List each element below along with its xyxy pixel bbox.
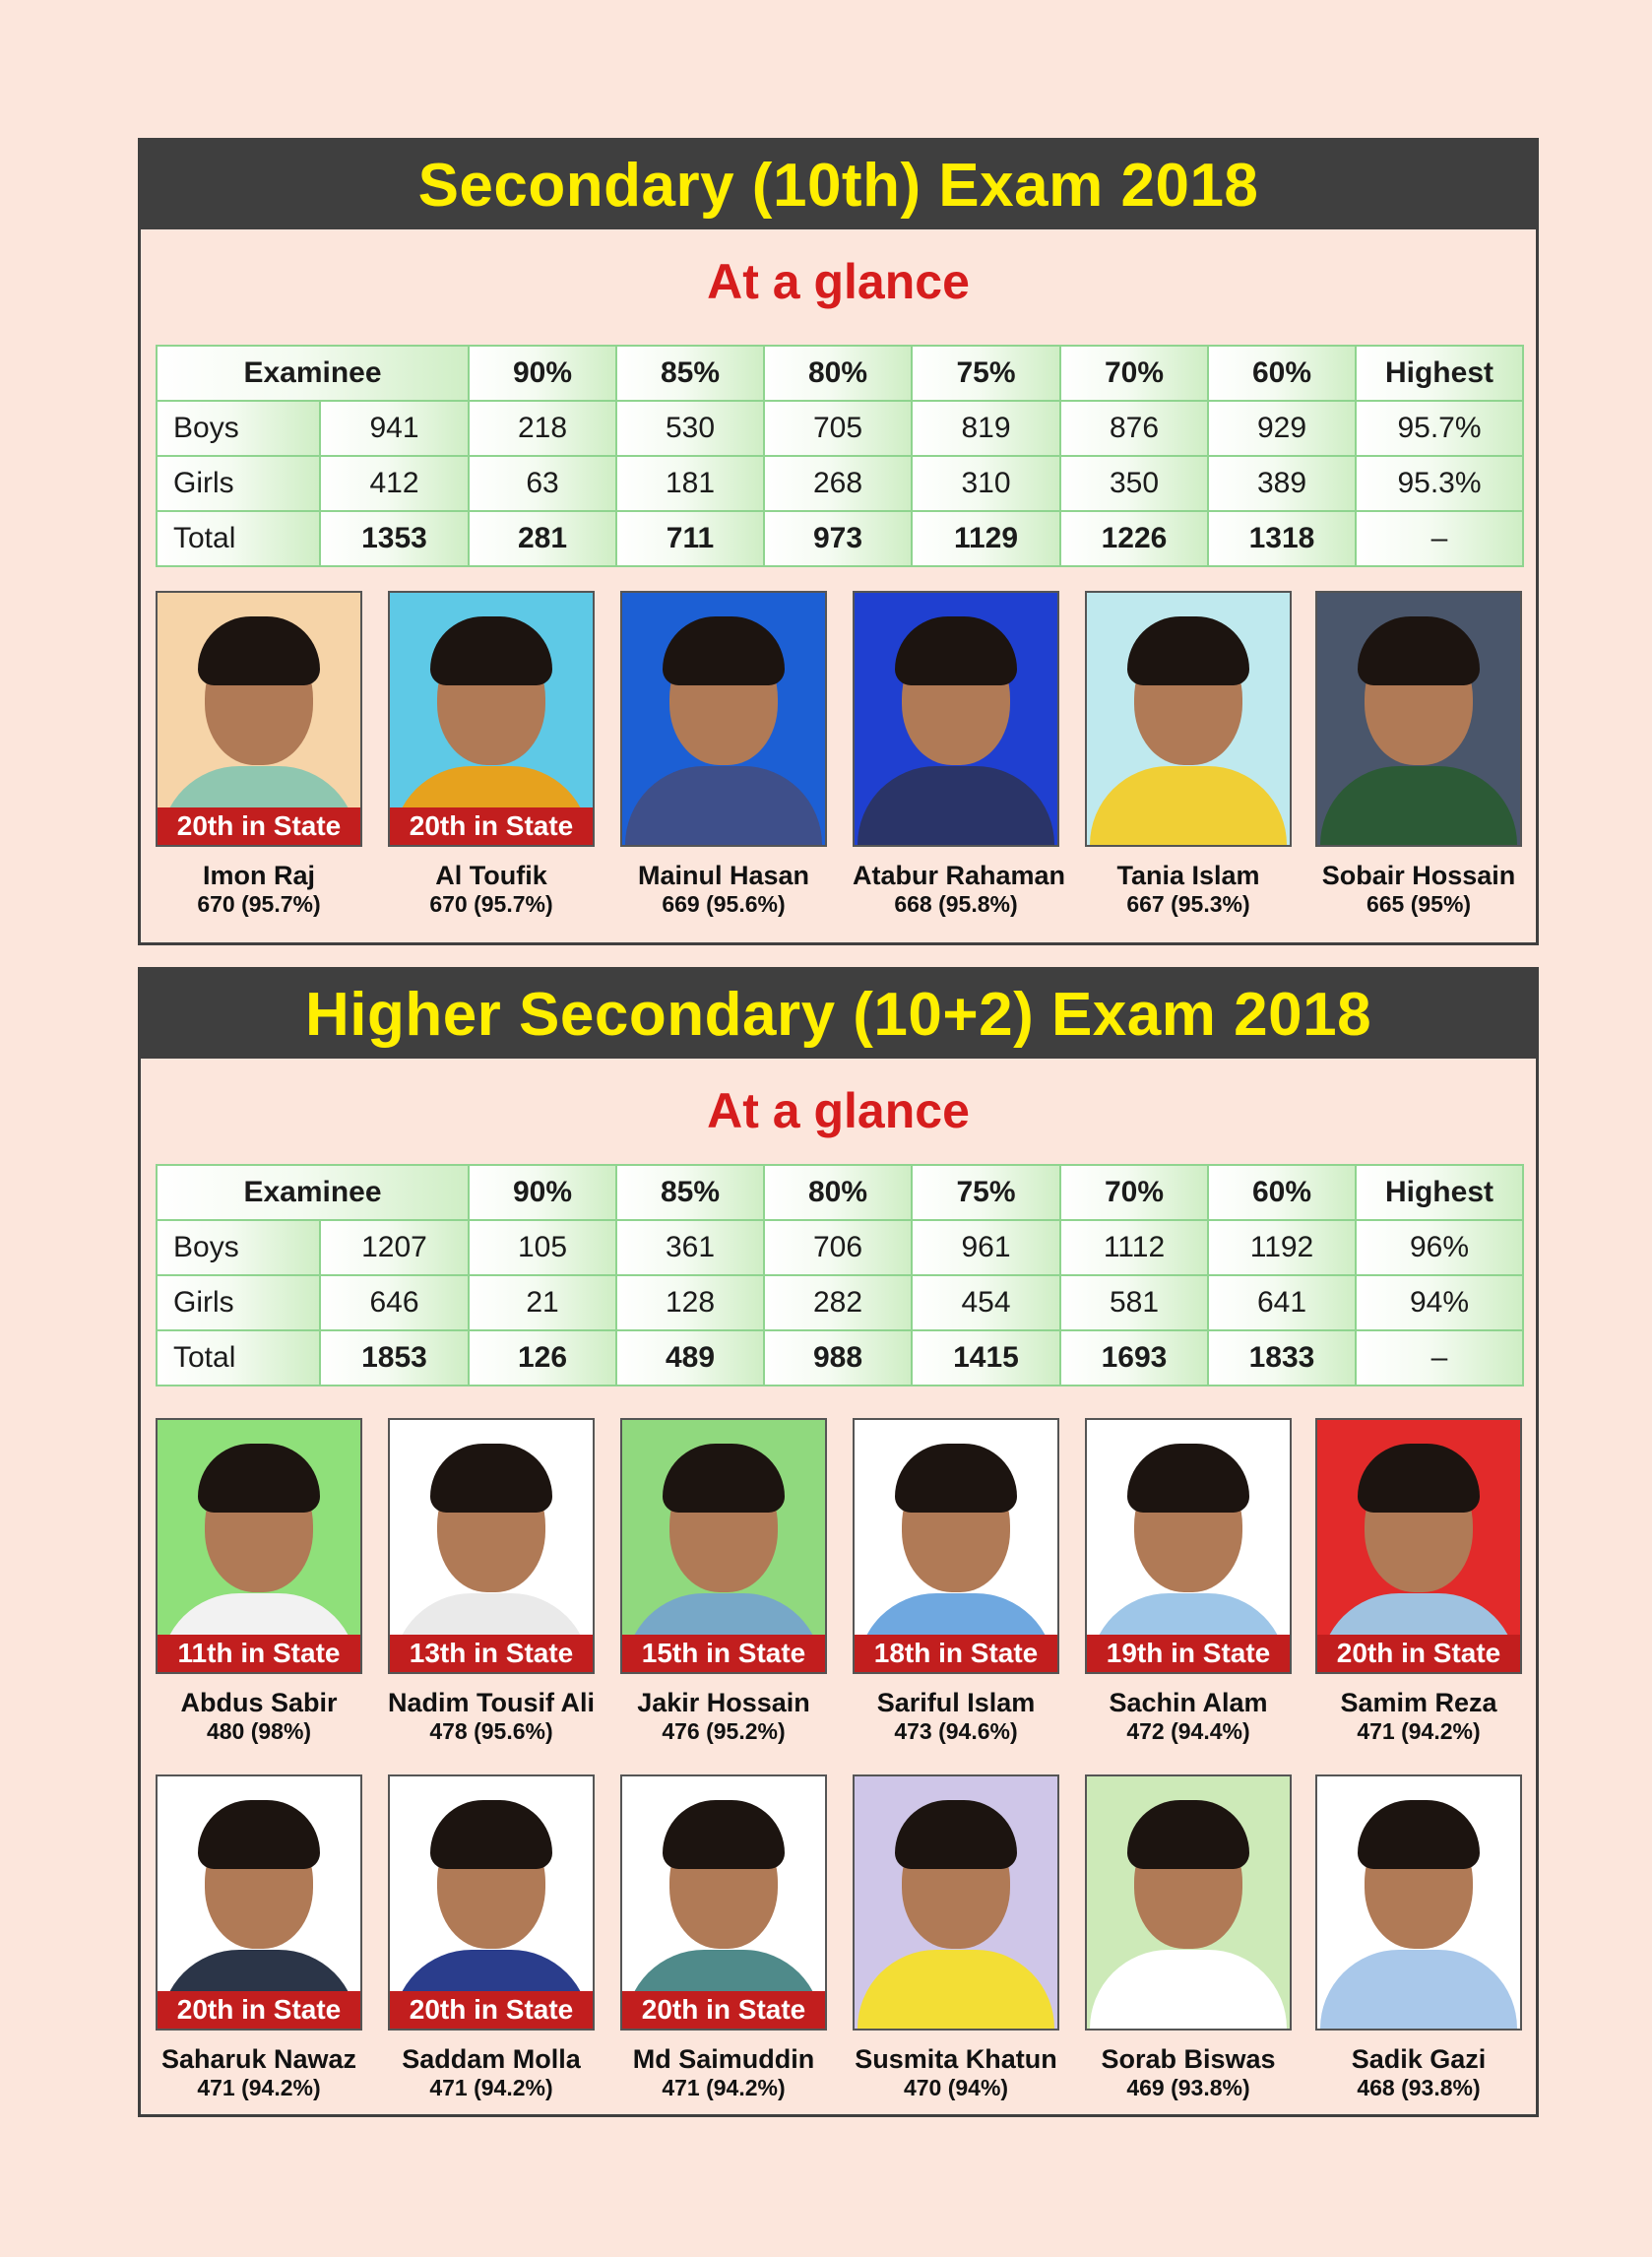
student-score: 470 (94%) (903, 2075, 1009, 2100)
student-score: 668 (95.8%) (894, 891, 1018, 917)
student-card (1085, 591, 1292, 918)
table-row-total (157, 511, 1523, 566)
header-80: 80% (764, 1165, 912, 1220)
student-name: Sachin Alam (1109, 1688, 1268, 1717)
header-90: 90% (469, 346, 616, 401)
rank-badge: 15th in State (622, 1635, 825, 1672)
table-cell: 361 (616, 1220, 764, 1275)
table-cell: 530 (616, 401, 764, 456)
row-label: Total (157, 511, 320, 566)
rank-badge: 20th in State (158, 807, 360, 845)
student-photo (620, 1774, 827, 2031)
student-photo (853, 591, 1059, 847)
rank-badge: 18th in State (855, 1635, 1057, 1672)
table-row-girls (157, 1275, 1523, 1330)
table-row-boys (157, 401, 1523, 456)
header-examinee: Examinee (157, 346, 469, 401)
student-photo (853, 1418, 1059, 1674)
table-cell: 94% (1356, 1275, 1523, 1330)
table-cell: 819 (912, 401, 1060, 456)
student-photo (853, 1774, 1059, 2031)
student-photo (156, 591, 362, 847)
student-photo (156, 1418, 362, 1674)
hair-shape (663, 1444, 785, 1513)
shoulders-shape (858, 766, 1054, 845)
header-75: 75% (912, 346, 1060, 401)
student-card (388, 591, 595, 918)
shoulders-shape (1320, 1950, 1517, 2029)
table-cell: 389 (1208, 456, 1356, 511)
table-cell: 282 (764, 1275, 912, 1330)
hair-shape (430, 1444, 552, 1513)
hair-shape (895, 1800, 1017, 1869)
shoulders-shape (1090, 1950, 1287, 2029)
student-card (1315, 1774, 1522, 2101)
hair-shape (1358, 1800, 1480, 1869)
header-70: 70% (1060, 346, 1208, 401)
table-cell: 876 (1060, 401, 1208, 456)
student-card (1315, 591, 1522, 918)
table-cell: 1129 (912, 511, 1060, 566)
secondary-title: Secondary (10th) Exam 2018 (141, 141, 1536, 229)
higher-secondary-glance-heading: At a glance (707, 1083, 970, 1138)
header-75: 75% (912, 1165, 1060, 1220)
header-examinee: Examinee (157, 1165, 469, 1220)
rank-badge: 20th in State (1317, 1635, 1520, 1672)
row-label: Boys (157, 401, 320, 456)
table-cell: 412 (320, 456, 469, 511)
table-cell: 1415 (912, 1330, 1060, 1386)
student-card (620, 591, 827, 918)
table-cell: 1853 (320, 1330, 469, 1386)
student-score: 472 (94.4%) (1126, 1718, 1250, 1744)
student-name: Sobair Hossain (1321, 861, 1516, 890)
student-name: Sadik Gazi (1351, 2044, 1487, 2074)
secondary-glance-heading: At a glance (707, 254, 970, 309)
table-row-boys (157, 1220, 1523, 1275)
secondary-exam-panel (138, 138, 1539, 945)
rank-badge: 20th in State (158, 1991, 360, 2029)
header-70: 70% (1060, 1165, 1208, 1220)
table-cell: 941 (320, 401, 469, 456)
row-label: Girls (157, 1275, 320, 1330)
table-cell: 350 (1060, 456, 1208, 511)
student-photo (156, 1774, 362, 2031)
student-score: 471 (94.2%) (662, 2075, 786, 2100)
student-name: Sorab Biswas (1101, 2044, 1276, 2074)
table-cell: 706 (764, 1220, 912, 1275)
table-header-row (157, 346, 1523, 401)
student-name: Susmita Khatun (855, 2044, 1057, 2074)
student-photo (1315, 591, 1522, 847)
table-cell: 489 (616, 1330, 764, 1386)
hair-shape (1358, 1444, 1480, 1513)
student-card (853, 1774, 1059, 2101)
rank-badge: 19th in State (1087, 1635, 1290, 1672)
student-score: 469 (93.8%) (1126, 2075, 1250, 2100)
header-90: 90% (469, 1165, 616, 1220)
hair-shape (198, 1800, 320, 1869)
table-cell: 711 (616, 511, 764, 566)
student-card (1085, 1774, 1292, 2101)
rank-badge: 11th in State (158, 1635, 360, 1672)
hair-shape (663, 1800, 785, 1869)
hair-shape (430, 616, 552, 685)
table-cell: 1318 (1208, 511, 1356, 566)
student-photo (1085, 1418, 1292, 1674)
shoulders-shape (1320, 766, 1517, 845)
student-name: Imon Raj (202, 861, 315, 890)
table-cell: 646 (320, 1275, 469, 1330)
student-photo (1315, 1418, 1522, 1674)
student-score: 670 (95.7%) (197, 891, 321, 917)
header-85: 85% (616, 1165, 764, 1220)
student-photo (620, 1418, 827, 1674)
hair-shape (1127, 616, 1249, 685)
higher-secondary-exam-panel (138, 967, 1539, 2117)
table-cell: 63 (469, 456, 616, 511)
student-score: 471 (94.2%) (1357, 1718, 1481, 1744)
student-card (156, 591, 362, 918)
table-cell: 1192 (1208, 1220, 1356, 1275)
header-highest: Highest (1356, 346, 1523, 401)
student-name: Saharuk Nawaz (160, 2044, 357, 2074)
hair-shape (430, 1800, 552, 1869)
student-name: Sariful Islam (876, 1688, 1036, 1717)
table-cell: 96% (1356, 1220, 1523, 1275)
rank-badge: 20th in State (390, 1991, 593, 2029)
header-highest: Highest (1356, 1165, 1523, 1220)
header-60: 60% (1208, 346, 1356, 401)
student-photo (1315, 1774, 1522, 2031)
student-name: Jakir Hossain (637, 1688, 810, 1717)
hair-shape (663, 616, 785, 685)
table-cell: – (1356, 1330, 1523, 1386)
table-cell: 126 (469, 1330, 616, 1386)
header-85: 85% (616, 346, 764, 401)
student-photo (1085, 591, 1292, 847)
student-name: Samim Reza (1340, 1688, 1497, 1717)
student-name: Saddam Molla (402, 2044, 581, 2074)
student-photo (1085, 1774, 1292, 2031)
table-row-girls (157, 456, 1523, 511)
rank-badge: 13th in State (390, 1635, 593, 1672)
shoulders-shape (625, 766, 822, 845)
table-cell: 1207 (320, 1220, 469, 1275)
student-score: 473 (94.6%) (894, 1718, 1018, 1744)
header-60: 60% (1208, 1165, 1356, 1220)
row-label: Total (157, 1330, 320, 1386)
shoulders-shape (1090, 766, 1287, 845)
table-cell: 973 (764, 511, 912, 566)
table-cell: 1353 (320, 511, 469, 566)
student-score: 468 (93.8%) (1357, 2075, 1481, 2100)
table-cell: 929 (1208, 401, 1356, 456)
table-cell: 961 (912, 1220, 1060, 1275)
table-cell: 95.3% (1356, 456, 1523, 511)
student-score: 471 (94.2%) (429, 2075, 553, 2100)
student-photo (620, 591, 827, 847)
student-photo (388, 1418, 595, 1674)
hair-shape (198, 616, 320, 685)
student-card (388, 1418, 595, 1745)
student-card (1085, 1418, 1292, 1745)
table-cell: 581 (1060, 1275, 1208, 1330)
student-photo (388, 591, 595, 847)
student-score: 480 (98%) (206, 1718, 312, 1744)
table-cell: 705 (764, 401, 912, 456)
table-cell: 1226 (1060, 511, 1208, 566)
hair-shape (895, 1444, 1017, 1513)
table-cell: – (1356, 511, 1523, 566)
table-cell: 310 (912, 456, 1060, 511)
student-score: 670 (95.7%) (429, 891, 553, 917)
hair-shape (1358, 616, 1480, 685)
table-cell: 641 (1208, 1275, 1356, 1330)
hair-shape (1127, 1800, 1249, 1869)
student-card (156, 1774, 362, 2101)
student-card (620, 1418, 827, 1745)
row-label: Girls (157, 456, 320, 511)
student-name: Al Toufik (435, 861, 547, 890)
student-score: 665 (95%) (1366, 891, 1472, 917)
student-name: Atabur Rahaman (853, 861, 1066, 890)
hair-shape (198, 1444, 320, 1513)
row-label: Boys (157, 1220, 320, 1275)
student-score: 667 (95.3%) (1126, 891, 1250, 917)
higher-secondary-stats-table (156, 1164, 1524, 1386)
hair-shape (895, 616, 1017, 685)
table-cell: 128 (616, 1275, 764, 1330)
student-name: Nadim Tousif Ali (388, 1688, 596, 1717)
student-photo (388, 1774, 595, 2031)
table-cell: 21 (469, 1275, 616, 1330)
hair-shape (1127, 1444, 1249, 1513)
student-score: 471 (94.2%) (197, 2075, 321, 2100)
student-score: 478 (95.6%) (429, 1718, 553, 1744)
student-card (156, 1418, 362, 1745)
table-cell: 1833 (1208, 1330, 1356, 1386)
rank-badge: 20th in State (390, 807, 593, 845)
student-card (620, 1774, 827, 2101)
table-cell: 181 (616, 456, 764, 511)
table-cell: 1112 (1060, 1220, 1208, 1275)
table-cell: 281 (469, 511, 616, 566)
table-cell: 268 (764, 456, 912, 511)
table-header-row (157, 1165, 1523, 1220)
student-score: 669 (95.6%) (662, 891, 786, 917)
student-name: Mainul Hasan (637, 861, 810, 890)
student-card (388, 1774, 595, 2101)
student-card (853, 1418, 1059, 1745)
shoulders-shape (858, 1950, 1054, 2029)
table-cell: 218 (469, 401, 616, 456)
student-card (1315, 1418, 1522, 1745)
higher-secondary-title: Higher Secondary (10+2) Exam 2018 (141, 970, 1536, 1059)
table-cell: 105 (469, 1220, 616, 1275)
student-card (853, 591, 1066, 918)
table-cell: 95.7% (1356, 401, 1523, 456)
table-row-total (157, 1330, 1523, 1386)
student-name: Abdus Sabir (180, 1688, 338, 1717)
table-cell: 454 (912, 1275, 1060, 1330)
rank-badge: 20th in State (622, 1991, 825, 2029)
header-80: 80% (764, 346, 912, 401)
student-name: Tania Islam (1116, 861, 1260, 890)
student-score: 476 (95.2%) (662, 1718, 786, 1744)
secondary-stats-table (156, 345, 1524, 567)
table-cell: 1693 (1060, 1330, 1208, 1386)
table-cell: 988 (764, 1330, 912, 1386)
student-name: Md Saimuddin (632, 2044, 815, 2074)
